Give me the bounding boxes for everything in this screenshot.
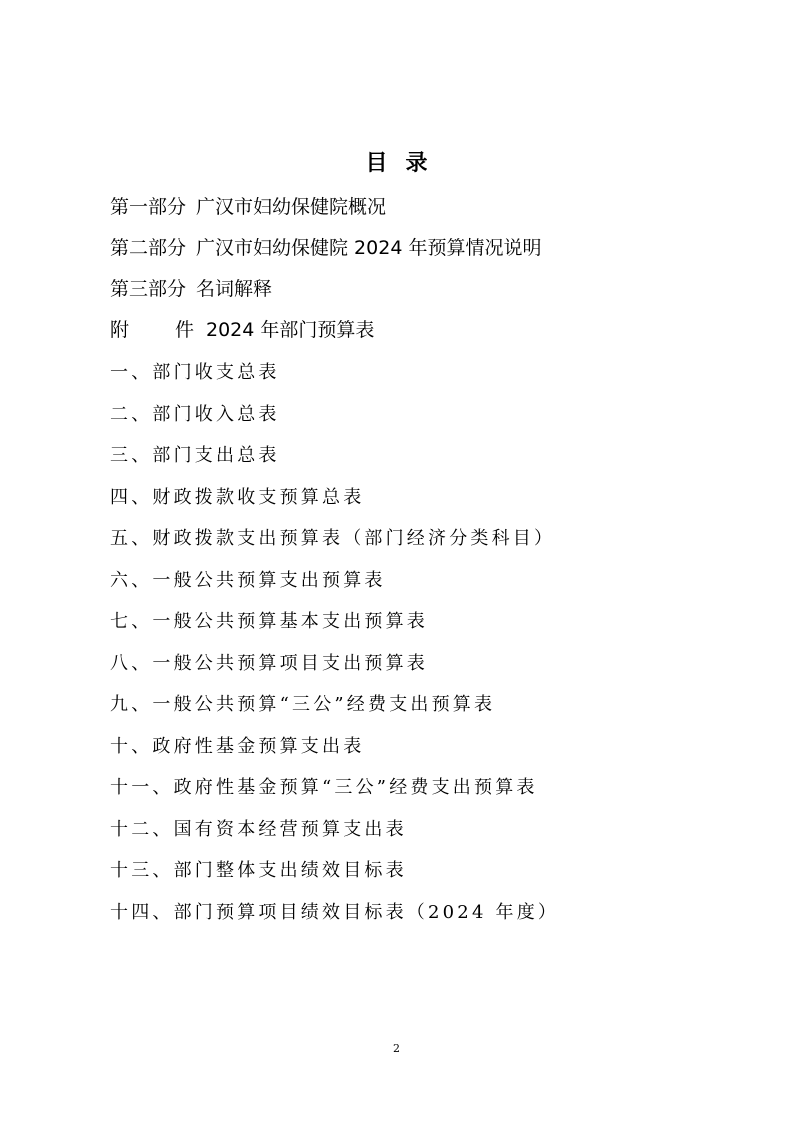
- toc-item: 三、部门支出总表: [110, 445, 280, 466]
- appendix-label: 附 件: [110, 319, 195, 341]
- part-text: 广汉市妇幼保健院 2024 年预算情况说明: [196, 237, 542, 259]
- toc-item: 九、一般公共预算“三公”经费支出预算表: [110, 694, 496, 715]
- toc-item: 十四、部门预算项目绩效目标表（2024 年度）: [110, 902, 560, 923]
- part-label: 第二部分: [110, 237, 187, 259]
- toc-item: 十、政府性基金预算支出表: [110, 736, 365, 757]
- toc-item: 七、一般公共预算基本支出预算表: [110, 611, 428, 632]
- toc-title: 目录: [365, 151, 446, 176]
- toc-item: 五、财政拨款支出预算表（部门经济分类科目）: [110, 528, 556, 549]
- part-label: 第一部分: [110, 196, 187, 218]
- part-text: 广汉市妇幼保健院概况: [196, 196, 387, 218]
- appendix-text: 2024 年部门预算表: [206, 319, 375, 341]
- toc-item: 十二、国有资本经营预算支出表: [110, 819, 407, 840]
- toc-item: 二、部门收入总表: [110, 404, 280, 425]
- toc-part-1: [110, 192, 386, 219]
- toc-item: 十一、政府性基金预算“三公”经费支出预算表: [110, 777, 538, 798]
- toc-part-2: [110, 233, 541, 260]
- toc-item: 一、部门收支总表: [110, 362, 280, 383]
- part-label: 第三部分: [110, 278, 187, 300]
- toc-item: 十三、部门整体支出绩效目标表: [110, 860, 407, 881]
- toc-item: 八、一般公共预算项目支出预算表: [110, 653, 428, 674]
- part-text: 名词解释: [196, 278, 273, 300]
- toc-appendix: [110, 315, 374, 342]
- toc-item: 六、一般公共预算支出预算表: [110, 570, 386, 591]
- toc-part-3: [110, 274, 272, 301]
- toc-item: 四、财政拨款收支预算总表: [110, 487, 365, 508]
- page-number: 2: [393, 1042, 400, 1055]
